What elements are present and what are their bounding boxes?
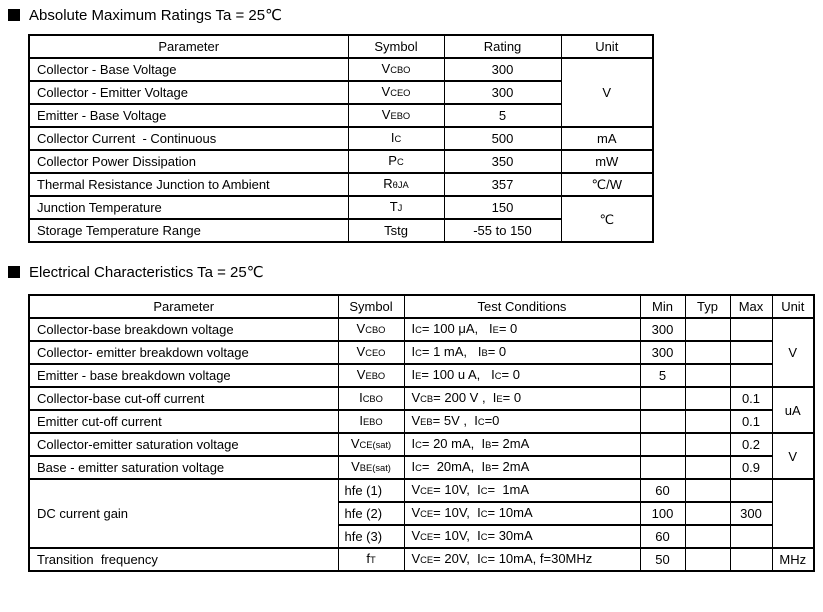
cell-max: 0.1 — [730, 387, 772, 410]
cell-min: 100 — [640, 502, 685, 525]
cell-test-conditions: VCE= 20V, IC= 10mA, f=30MHz — [404, 548, 640, 571]
cell-test-conditions: IC= 20 mA, IB= 2mA — [404, 433, 640, 456]
cell-symbol: fT — [338, 548, 404, 571]
electrical-characteristics-table — [28, 294, 815, 572]
header-symbol: Symbol — [338, 295, 404, 318]
table-row — [29, 548, 814, 571]
header-min: Min — [640, 295, 685, 318]
cell-max: 0.9 — [730, 456, 772, 479]
header-rating: Rating — [444, 35, 561, 58]
cell-unit: mW — [561, 150, 653, 173]
cell-parameter: Collector - Emitter Voltage — [29, 81, 348, 104]
black-square-bullet-icon — [8, 266, 20, 278]
cell-unit: uA — [772, 387, 814, 433]
section-title-text: Absolute Maximum Ratings Ta = 25℃ — [29, 7, 282, 24]
cell-unit: V — [772, 318, 814, 387]
table-row — [29, 219, 653, 242]
cell-min: 300 — [640, 341, 685, 364]
table-header-row — [29, 295, 814, 318]
cell-test-conditions: VCB= 200 V , IE= 0 — [404, 387, 640, 410]
cell-min — [640, 433, 685, 456]
cell-min: 300 — [640, 318, 685, 341]
cell-max — [730, 525, 772, 548]
cell-max — [730, 318, 772, 341]
cell-rating: 150 — [444, 196, 561, 219]
cell-max — [730, 479, 772, 502]
cell-symbol: VCBO — [338, 318, 404, 341]
cell-parameter: DC current gain — [29, 479, 338, 548]
section-title-text: Electrical Characteristics Ta = 25℃ — [29, 264, 264, 281]
cell-parameter: Emitter cut-off current — [29, 410, 338, 433]
cell-parameter: Transition frequency — [29, 548, 338, 571]
cell-max — [730, 548, 772, 571]
table-row — [29, 173, 653, 196]
cell-rating: 300 — [444, 58, 561, 81]
cell-unit: ℃ — [561, 196, 653, 242]
cell-min — [640, 387, 685, 410]
header-parameter: Parameter — [29, 295, 338, 318]
cell-min: 60 — [640, 479, 685, 502]
cell-parameter: Collector Current - Continuous — [29, 127, 348, 150]
black-square-bullet-icon — [8, 9, 20, 21]
header-typ: Typ — [685, 295, 730, 318]
table-row — [29, 150, 653, 173]
cell-test-conditions: IE= 100 u A, IC= 0 — [404, 364, 640, 387]
cell-symbol: PC — [348, 150, 444, 173]
table-row — [29, 433, 814, 456]
cell-rating: 357 — [444, 173, 561, 196]
cell-rating: 300 — [444, 81, 561, 104]
cell-typ — [685, 525, 730, 548]
header-unit: Unit — [772, 295, 814, 318]
cell-parameter: Collector Power Dissipation — [29, 150, 348, 173]
cell-parameter: Thermal Resistance Junction to Ambient — [29, 173, 348, 196]
cell-min — [640, 410, 685, 433]
absolute-maximum-ratings-table — [28, 34, 654, 243]
cell-parameter: Storage Temperature Range — [29, 219, 348, 242]
cell-symbol: ICBO — [338, 387, 404, 410]
table-row — [29, 81, 653, 104]
cell-typ — [685, 479, 730, 502]
cell-parameter: Collector-base cut-off current — [29, 387, 338, 410]
cell-symbol: VEBO — [338, 364, 404, 387]
cell-max: 0.1 — [730, 410, 772, 433]
cell-symbol: Tstg — [348, 219, 444, 242]
cell-parameter: Base - emitter saturation voltage — [29, 456, 338, 479]
cell-unit: V — [561, 58, 653, 127]
cell-symbol: VEBO — [348, 104, 444, 127]
cell-max: 0.2 — [730, 433, 772, 456]
cell-parameter: Collector-base breakdown voltage — [29, 318, 338, 341]
cell-unit: ℃/W — [561, 173, 653, 196]
cell-typ — [685, 456, 730, 479]
cell-max: 300 — [730, 502, 772, 525]
cell-symbol: IC — [348, 127, 444, 150]
cell-rating: 500 — [444, 127, 561, 150]
cell-test-conditions: VCE= 10V, IC= 10mA — [404, 502, 640, 525]
cell-unit: V — [772, 433, 814, 479]
table-row — [29, 104, 653, 127]
cell-test-conditions: VEB= 5V , IC=0 — [404, 410, 640, 433]
table-row — [29, 364, 814, 387]
cell-typ — [685, 433, 730, 456]
cell-symbol: VCEO — [348, 81, 444, 104]
table-row — [29, 479, 814, 502]
cell-min: 50 — [640, 548, 685, 571]
cell-test-conditions: IC= 1 mA, IB= 0 — [404, 341, 640, 364]
section-title-absolute-maximum-ratings — [8, 6, 823, 24]
section-title-electrical-characteristics — [8, 263, 823, 281]
cell-min: 60 — [640, 525, 685, 548]
cell-symbol: hfe (2) — [338, 502, 404, 525]
table-header-row — [29, 35, 653, 58]
cell-min — [640, 456, 685, 479]
cell-rating: 350 — [444, 150, 561, 173]
cell-test-conditions: VCE= 10V, IC= 1mA — [404, 479, 640, 502]
header-test-conditions: Test Conditions — [404, 295, 640, 318]
cell-unit: MHz — [772, 548, 814, 571]
table-row — [29, 341, 814, 364]
cell-symbol: VCBO — [348, 58, 444, 81]
cell-symbol: VCE(sat) — [338, 433, 404, 456]
table-row — [29, 410, 814, 433]
cell-typ — [685, 318, 730, 341]
cell-parameter: Junction Temperature — [29, 196, 348, 219]
cell-test-conditions: IC= 20mA, IB= 2mA — [404, 456, 640, 479]
cell-typ — [685, 410, 730, 433]
cell-symbol: hfe (3) — [338, 525, 404, 548]
cell-symbol: IEBO — [338, 410, 404, 433]
cell-typ — [685, 341, 730, 364]
cell-unit: mA — [561, 127, 653, 150]
cell-rating: -55 to 150 — [444, 219, 561, 242]
cell-max — [730, 364, 772, 387]
cell-unit — [772, 479, 814, 548]
table-row — [29, 387, 814, 410]
cell-parameter: Collector- emitter breakdown voltage — [29, 341, 338, 364]
cell-parameter: Collector-emitter saturation voltage — [29, 433, 338, 456]
cell-min: 5 — [640, 364, 685, 387]
cell-typ — [685, 387, 730, 410]
header-unit: Unit — [561, 35, 653, 58]
cell-symbol: hfe (1) — [338, 479, 404, 502]
header-max: Max — [730, 295, 772, 318]
header-symbol: Symbol — [348, 35, 444, 58]
cell-typ — [685, 502, 730, 525]
table-row — [29, 456, 814, 479]
cell-symbol: VCEO — [338, 341, 404, 364]
cell-parameter: Emitter - base breakdown voltage — [29, 364, 338, 387]
cell-typ — [685, 548, 730, 571]
cell-typ — [685, 364, 730, 387]
cell-parameter: Emitter - Base Voltage — [29, 104, 348, 127]
table-row — [29, 318, 814, 341]
cell-rating: 5 — [444, 104, 561, 127]
cell-symbol: TJ — [348, 196, 444, 219]
table-row — [29, 127, 653, 150]
header-parameter: Parameter — [29, 35, 348, 58]
table-row — [29, 196, 653, 219]
cell-parameter: Collector - Base Voltage — [29, 58, 348, 81]
cell-symbol: VBE(sat) — [338, 456, 404, 479]
table-row — [29, 58, 653, 81]
cell-test-conditions: IC= 100 μA, IE= 0 — [404, 318, 640, 341]
cell-symbol: RθJA — [348, 173, 444, 196]
cell-test-conditions: VCE= 10V, IC= 30mA — [404, 525, 640, 548]
cell-max — [730, 341, 772, 364]
